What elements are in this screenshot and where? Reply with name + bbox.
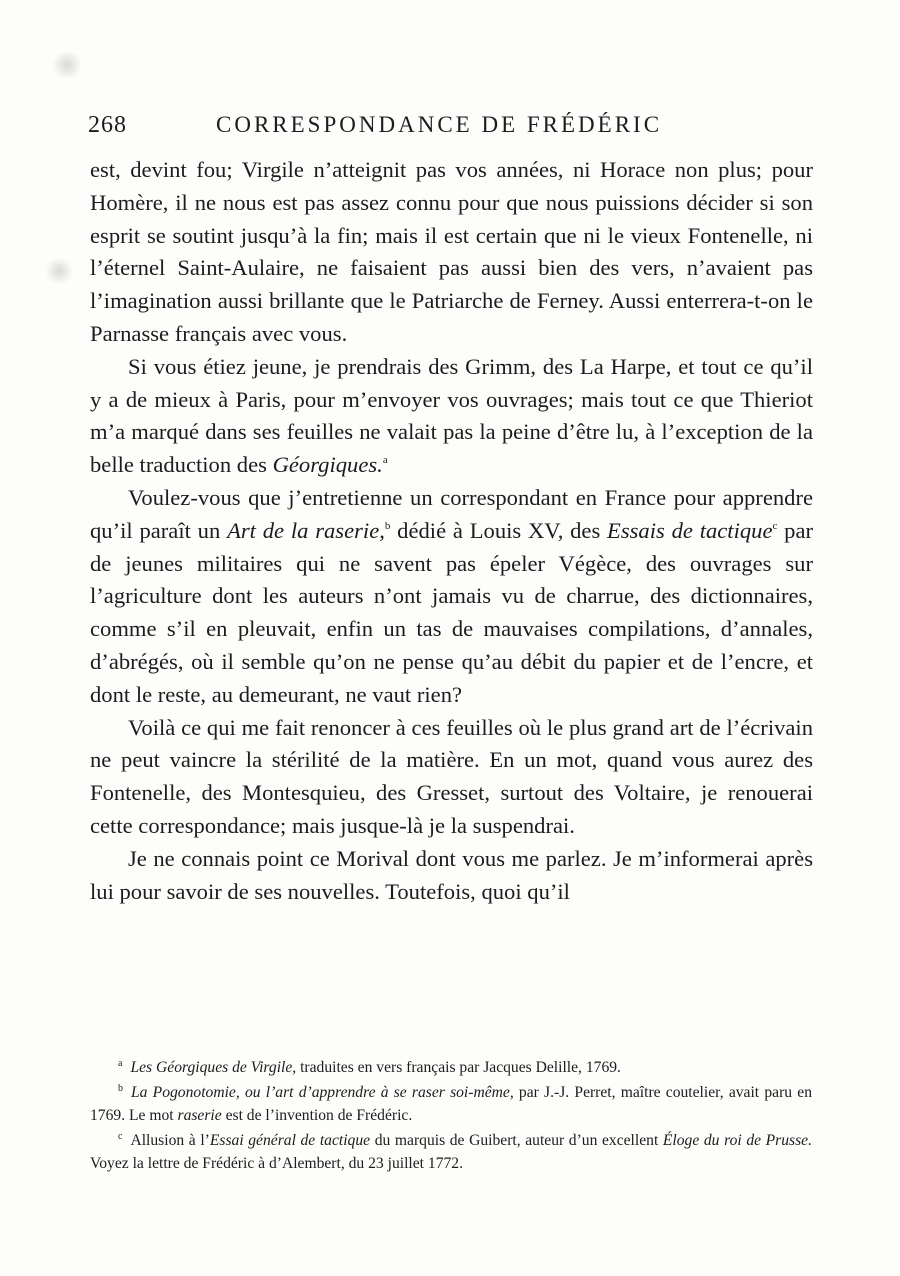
footnote-text: traduites en vers français par Jacques Delille, 1769. xyxy=(296,1059,621,1076)
footnote-mark: b xyxy=(118,1082,123,1094)
page-header xyxy=(88,112,818,146)
footnote-ref[interactable]: c xyxy=(772,519,778,532)
work-title: Géorgiques. xyxy=(272,452,383,478)
paragraph xyxy=(90,482,813,712)
paragraph xyxy=(90,351,813,482)
footnote-title: Essai général de tactique xyxy=(209,1131,371,1149)
paragraph-text: dédié à Louis XV, des xyxy=(390,517,608,543)
footnote-term: raserie xyxy=(177,1107,222,1125)
scan-smudge xyxy=(50,52,84,78)
footnotes xyxy=(90,1056,812,1177)
paragraph-text: par de jeunes militaires qui ne savent pas épeler Végèce, des ouvrages sur l’agriculture dont les auteurs n’ont jamais vu de charrue, des dictionnaires, comme s’il en pleuvait, enfin un tas de mauvaises compilations, d’annales, d’abrégés, où il semble qu’on ne pense qu’au débit du papier et de l’encre, et dont le reste, au demeurant, ne vaut rien? xyxy=(90,517,814,707)
work-title: Essais de tactique xyxy=(607,517,773,543)
footnote-ref[interactable]: a xyxy=(382,454,388,467)
paragraph: Voilà ce qui me fait renoncer à ces feuilles où le plus grand art de l’écrivain ne peut vaincre la stérilité de la matière. En un mot, quand vous aurez des Fontenelle, des Montesquieu, des Gresset, surtout des Voltaire, je renouerai cette correspondance; mais jusque-là je la suspendrai. xyxy=(90,714,813,838)
footnote-text: est de l’invention de Frédéric. xyxy=(221,1107,413,1125)
footnote xyxy=(90,1129,812,1176)
footnote-text: par J.-J. Perret, maître coutelier, avait paru en 1769. Le mot xyxy=(90,1083,812,1125)
paragraph-text: Voulez-vous que j’entretienne un correspondant en France pour apprendre qu’il paraît un xyxy=(90,484,813,543)
footnote xyxy=(90,1081,812,1128)
paragraph: est, devint fou; Virgile n’atteignit pas vos années, ni Horace non plus; pour Homère, il ne nous est pas assez connu pour que nous puissions décider si son esprit se soutint jusqu’à la fin; mais il est certain que ni le vieux Fontenelle, ni l’éternel Saint-Aulaire, ne faisaient pas aussi bien des vers, n’avaient pas l’imagination aussi brillante que le Patriarche de Ferney. Aussi enterrera-t-on le Parnasse français avec vous. xyxy=(90,157,813,346)
letter-body xyxy=(90,154,813,908)
scan-smudge xyxy=(44,258,74,284)
footnote-mark: a xyxy=(118,1058,123,1069)
footnote-text: Allusion à l’ xyxy=(130,1131,210,1149)
footnote-title: Les Géorgiques de Virgile, xyxy=(130,1059,297,1076)
footnote-text: Voyez la lettre de Frédéric à d’Alembert, du 23 juillet 1772. xyxy=(90,1155,463,1173)
work-title: Art de la raserie, xyxy=(227,517,385,543)
footnote-title: La Pogonotomie, ou l’art d’apprendre à se raser soi-même, xyxy=(131,1083,514,1101)
paragraph: Je ne connais point ce Morival dont vous me parlez. Je m’informerai après lui pour savoir de ses nouvelles. Toutefois, quoi qu’il xyxy=(90,845,813,904)
footnote-text: du marquis de Guibert, auteur d’un excellent xyxy=(370,1131,663,1149)
footnote-title: Éloge du roi de Prusse. xyxy=(662,1131,812,1149)
paragraph-text: Si vous étiez jeune, je prendrais des Grimm, des La Harpe, et tout ce qu’il y a de mieux à Paris, pour m’envoyer vos ouvrages; mais tout ce que Thieriot m’a marqué dans ses feuilles ne valait pas la peine d’être lu, à l’exception de la belle traduction des xyxy=(90,353,813,478)
footnote-mark: c xyxy=(118,1130,123,1142)
page-number: 268 xyxy=(88,112,127,138)
running-head: CORRESPONDANCE DE FRÉDÉRIC xyxy=(216,112,663,137)
footnote-ref[interactable]: b xyxy=(384,519,391,532)
footnote xyxy=(90,1056,812,1080)
